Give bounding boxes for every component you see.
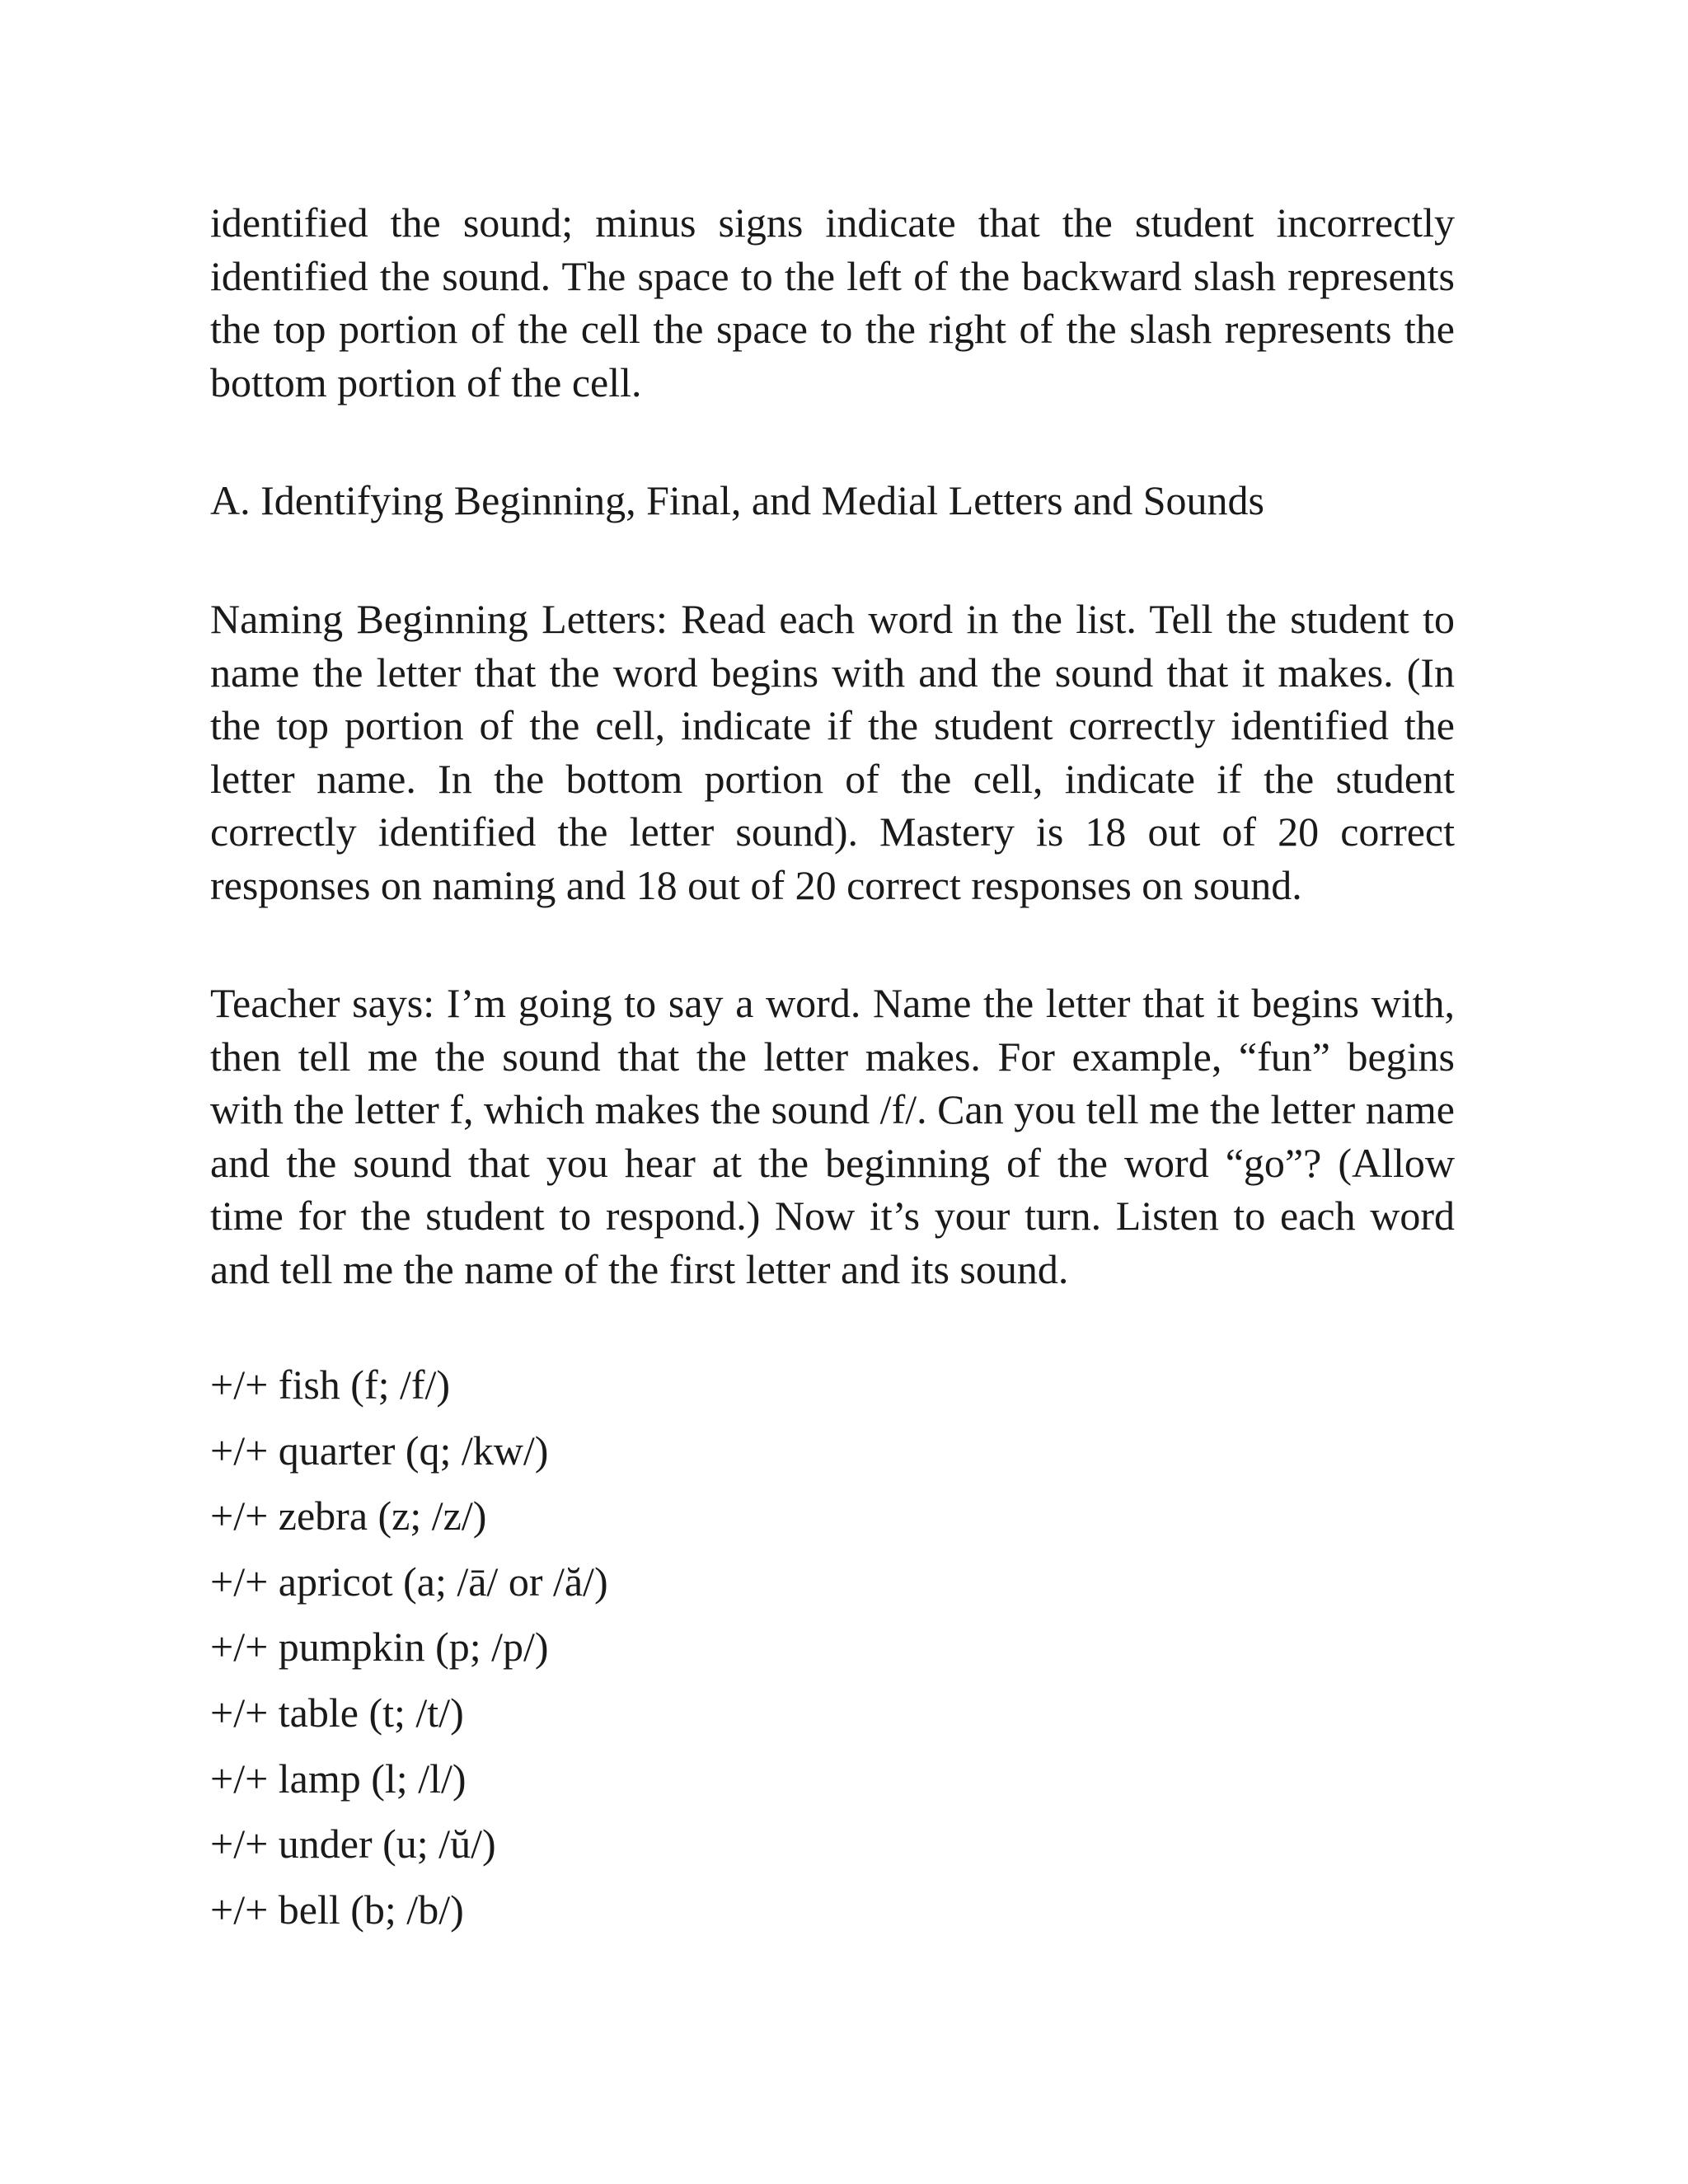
intro-paragraph: identified the sound; minus signs indicate that the student incorrectly identified the sound. The space to the left of the backward slash represents the top portion of the cell the space to the right of the slash represents the bottom portion of the cell. [210, 199, 1455, 405]
word-list [210, 1358, 608, 1948]
word-list-item: +/+ apricot (a; /ā/ or /ă/) [210, 1558, 608, 1605]
word-list-item: +/+ zebra (z; /z/) [210, 1493, 487, 1540]
word-list-item: +/+ fish (f; /f/) [210, 1361, 451, 1408]
teacher-script-paragraph: Teacher says: I’m going to say a word. Name the letter that it begins with, then tell me the sound that the letter makes. For example, “fun” begins with the letter f, which makes the sound /f/. Can you tell me the letter name and the sound that you hear at the beginning of the word “go”? (Allow time for the student to respond.) Now it’s your turn. Listen to each word and tell me the name of the first letter and its sound. [210, 980, 1455, 1292]
word-list-item: +/+ under (u; /ŭ/) [210, 1821, 496, 1868]
word-list-item: +/+ lamp (l; /l/) [210, 1755, 467, 1802]
word-list-item: +/+ quarter (q; /kw/) [210, 1427, 549, 1474]
word-list-item: +/+ pumpkin (p; /p/) [210, 1624, 549, 1671]
word-list-item: +/+ table (t; /t/) [210, 1689, 464, 1736]
word-list-item: +/+ bell (b; /b/) [210, 1886, 464, 1933]
instructions-paragraph: Naming Beginning Letters: Read each word in the list. Tell the student to name the letter that the word begins with and the sound that it makes. (In the top portion of the cell, indicate if the student correctly identified the letter name. In the bottom portion of the cell, indicate if the student correctly identified the letter sound). Mastery is 18 out of 20 correct responses on naming and 18 out of 20 correct responses on sound. [210, 596, 1455, 908]
section-heading: A. Identifying Beginning, Final, and Medial Letters and Sounds [210, 477, 1264, 523]
